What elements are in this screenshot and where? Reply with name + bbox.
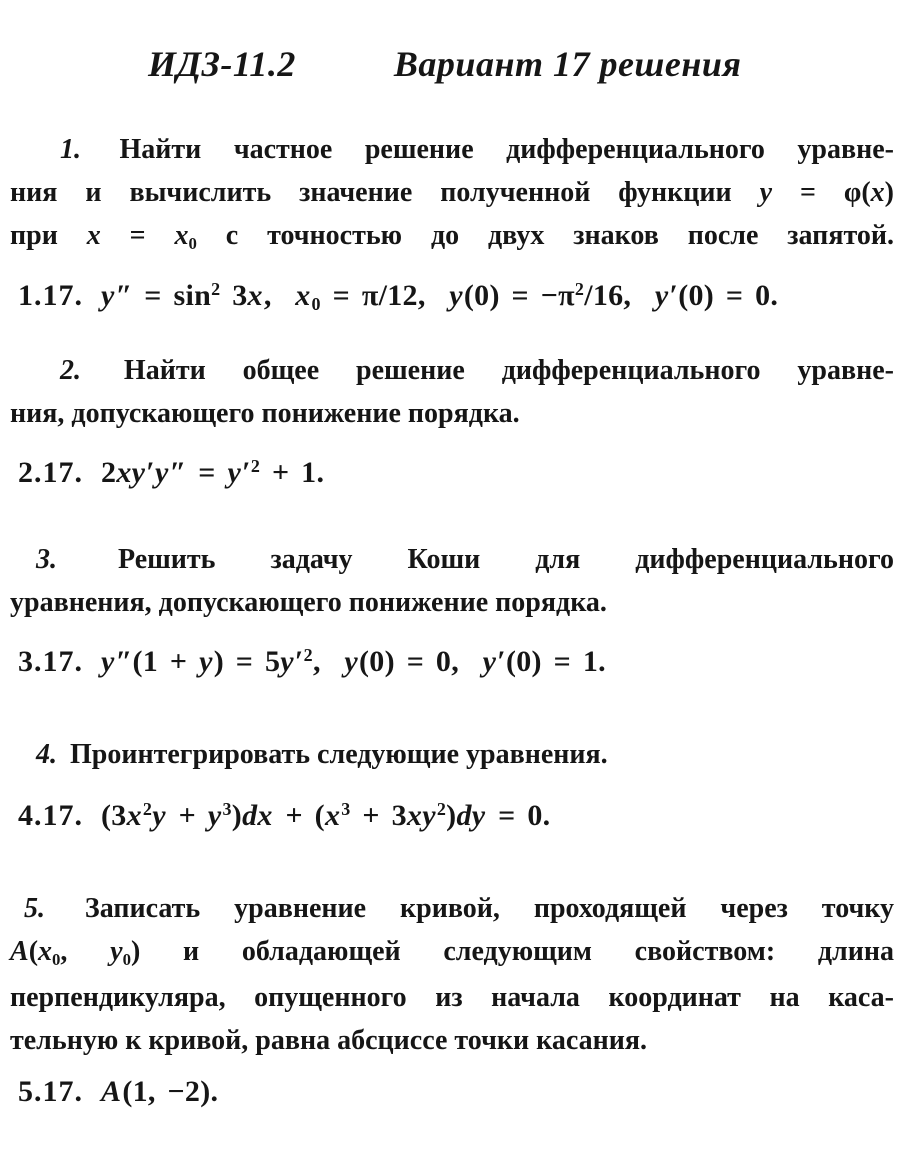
equation-label: 4.17. [18,799,83,832]
equation-3-17 [10,640,894,687]
statement-line: $A(x_0$, $y_0$) и обладающей следующим свойством: длина [10,936,895,969]
assignment-code: ИДЗ-11.2 [148,44,296,84]
equation-5-17 [10,1070,894,1114]
equation-math: A(1, −2). [101,1075,219,1108]
statement-line: тельную к кривой, равна абсциссе точки касания. [10,1025,648,1056]
statement-line: 1. Найти частное решение дифференциального уравне- [60,134,894,165]
equation-math: $y'' = \sin^2 3x$, $x_0 = \pi/12$, $y(0) = -\pi^2/16$, y′(0) = 0. [101,278,779,315]
equation-label: 5.17. [18,1075,83,1108]
equation-4-17 [10,794,894,841]
equation-1-17 [10,274,894,321]
problem-2-statement [10,349,894,435]
equation-2-17 [10,451,894,498]
equation-label: 1.17. [18,279,83,312]
problem-5-statement [10,887,894,1062]
document-title [148,44,894,84]
statement-line: ния, допускающего понижение порядка. [10,398,520,429]
statement-line: 2. Найти общее решение дифференциального уравне- [60,355,894,386]
statement-line: перпендикуляра, опущенного из начала координат на каса- [10,982,894,1013]
variant-title: Вариант 17 решения [393,44,742,84]
equation-label: 2.17. [18,456,83,489]
statement-line: 4. Проинтегрировать следующие уравнения. [36,739,608,770]
statement-line: 5. Записать уравнение кривой, проходящей через точку [24,893,894,924]
equation-math: $(3x^2y + y^3)dx + (x^3 + 3xy^2)dy = 0$. [101,798,551,832]
statement-line: 3. Решить задачу Коши для дифференциального [36,544,894,575]
equation-label: 3.17. [18,645,83,678]
equation-math: $y''(1 + y) = 5y'^2$, y(0) = 0, y′(0) = 1. [101,644,606,678]
statement-line: при $x = x_0$ с точностью до двух знаков после запятой. [10,220,894,253]
problem-3-statement [10,538,894,624]
problem-4-statement [10,733,894,776]
statement-line: уравнения, допускающего понижение порядка. [10,587,607,618]
problem-1-statement [10,128,894,260]
statement-line: ния и вычислить значение полученной функции y = φ(x) [10,177,894,208]
equation-math: $2xy'y'' = y'^2 + 1$. [101,455,325,489]
